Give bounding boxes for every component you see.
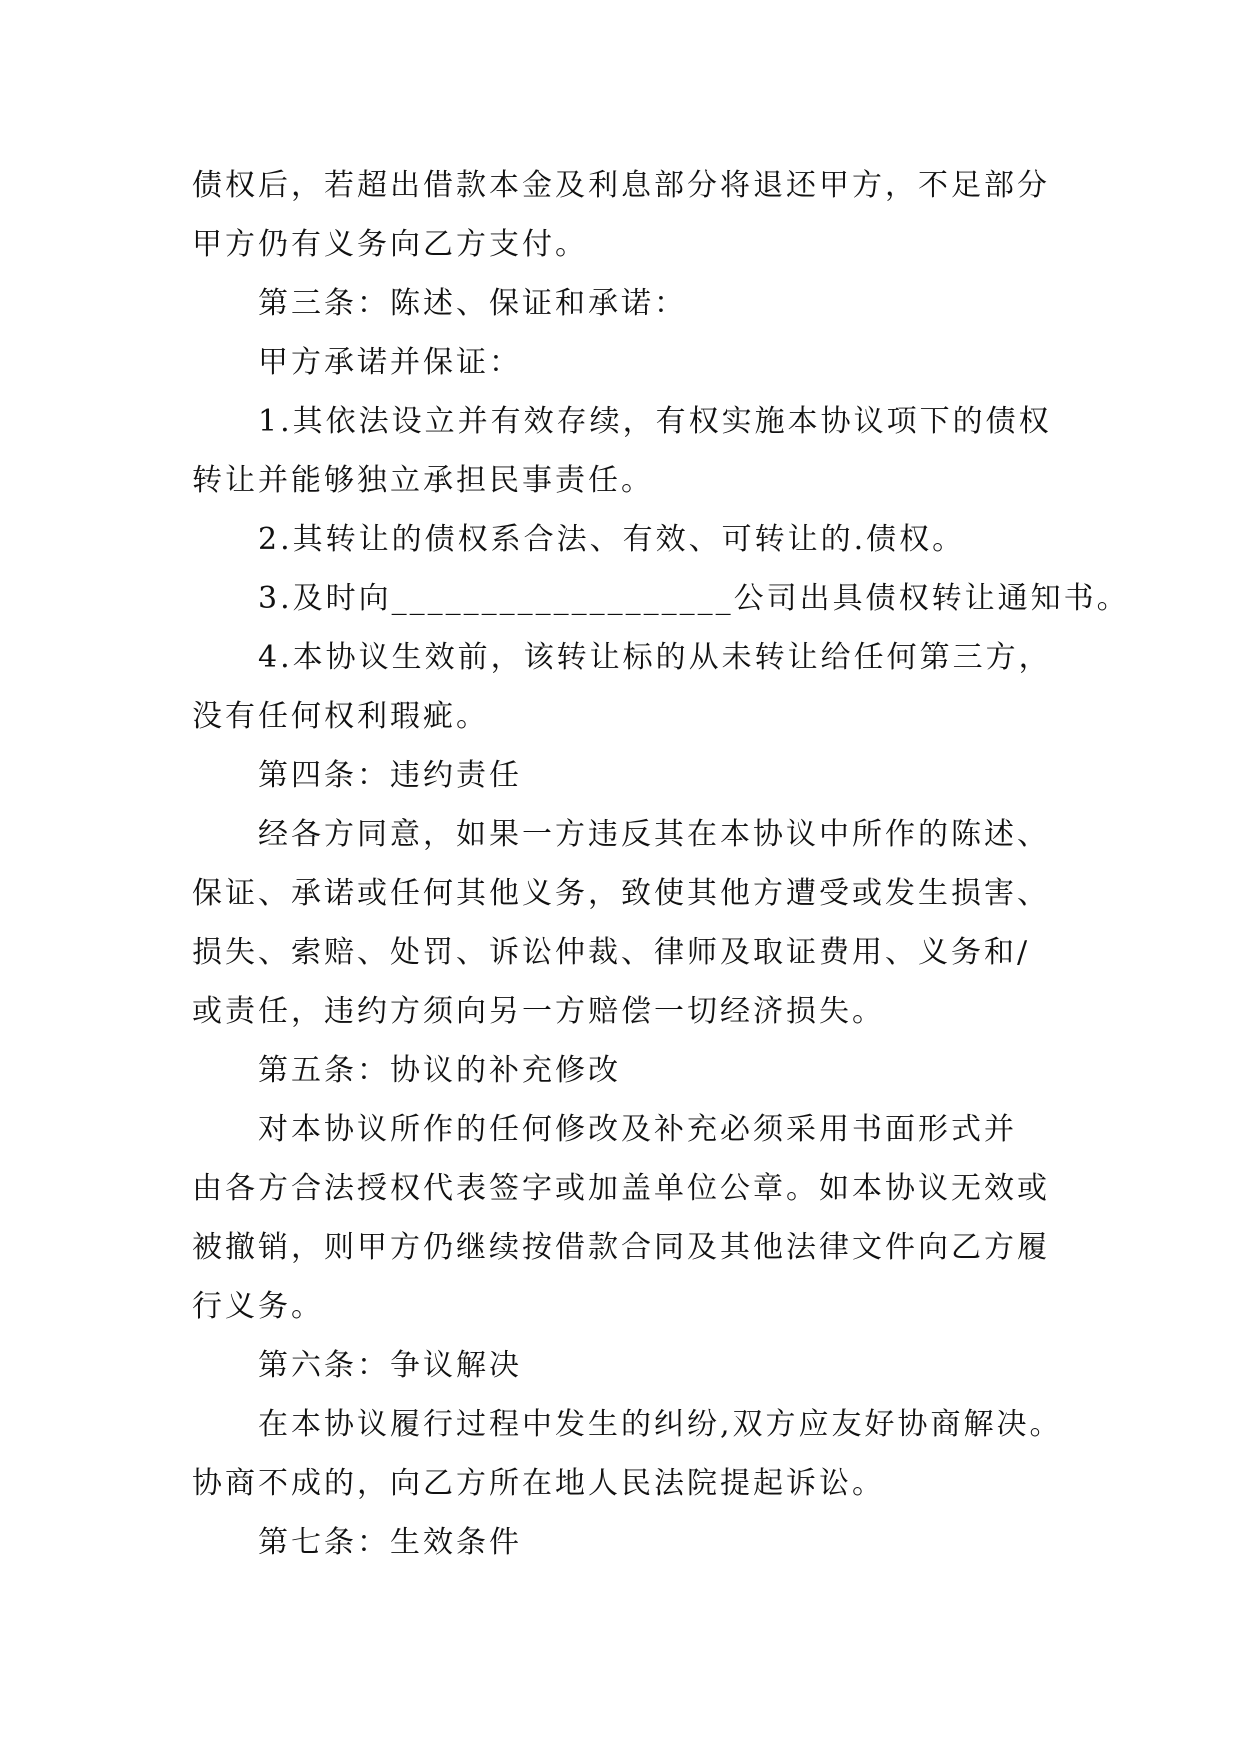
text-line: 甲方承诺并保证： [258,345,522,380]
text-line: 对本协议所作的任何修改及补充必须采用书面形式并 [258,1112,1017,1147]
text-line: 协商不成的，向乙方所在地人民法院提起诉讼。 [192,1466,885,1501]
text-line: 损失、索赔、处罚、诉讼仲裁、律师及取证费用、义务和/ [192,935,1031,970]
list-item: 1.其依法设立并有效存续，有权实施本协议项下的债权 [258,404,1052,439]
section-heading: 第七条：生效条件 [258,1525,522,1560]
text-line: 转让并能够独立承担民事责任。 [192,463,654,498]
text-line: 由各方合法授权代表签字或加盖单位公章。如本协议无效或 [192,1171,1050,1206]
list-item: 2.其转让的债权系合法、有效、可转让的.债权。 [258,522,966,557]
text-line: 经各方同意，如果一方违反其在本协议中所作的陈述、 [258,817,1050,852]
text-line: 没有任何权利瑕疵。 [192,699,489,734]
list-item: 3.及时向___________________公司出具债权转让通知书。 [258,581,1130,616]
text-line: 在本协议履行过程中发生的纠纷,双方应友好协商解决。 [258,1407,1063,1442]
section-heading: 第三条：陈述、保证和承诺： [258,286,687,321]
text-line: 债权后，若超出借款本金及利息部分将退还甲方，不足部分 [192,168,1050,203]
text-line: 甲方仍有义务向乙方支付。 [192,227,588,262]
text-line: 或责任，违约方须向另一方赔偿一切经济损失。 [192,994,885,1029]
section-heading: 第四条：违约责任 [258,758,522,793]
text-line: 被撤销，则甲方仍继续按借款合同及其他法律文件向乙方履 [192,1230,1050,1265]
list-item: 4.本协议生效前，该转让标的从未转让给任何第三方， [258,640,1052,675]
section-heading: 第五条：协议的补充修改 [258,1053,621,1088]
text-line: 行义务。 [192,1289,324,1324]
section-heading: 第六条：争议解决 [258,1348,522,1383]
text-line: 保证、承诺或任何其他义务，致使其他方遭受或发生损害、 [192,876,1050,911]
